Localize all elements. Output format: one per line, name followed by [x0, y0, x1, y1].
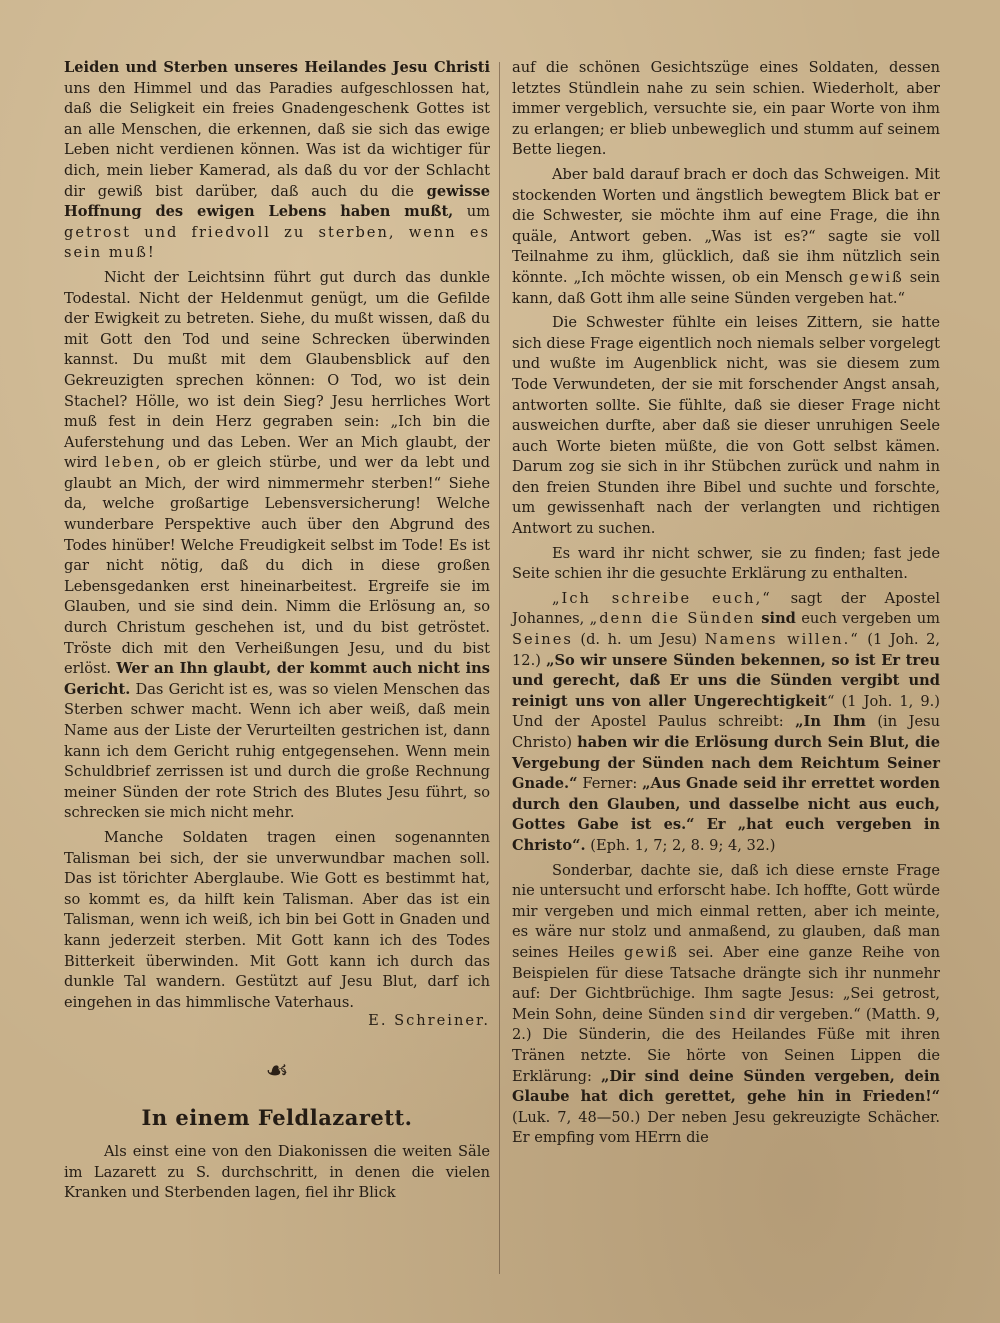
- left-p2-text-2: , ob er gleich stürbe, und wer da lebt und glaubt an Mich, der wird nimmermehr sterben!“ Siehe da, welche großartige Lebensversicherung! Welche wunderbare Perspektive auch über den Abgrund des Todes hinüber! Welche Freudigkeit selbst im Tode! Es ist gar nicht nötig, daß du dich in diese großen Lebensgedanken erst hineinarbeitest. Ergreife sie im Glauben, und sie sind dein. Nimm die Erlösung an, so durch Christum geschehen ist, und du bist getröstet. Tröste dich mit den Verheißungen Jesu, und du bist erlöst.: [64, 454, 490, 678]
- left-p1-spaced: getrost und friedvoll zu sterben, wenn es sein muß!: [64, 223, 490, 262]
- right-p2-text-2: sein kann, daß Gott ihm alle seine Sünden vergeben hat.“: [512, 268, 940, 307]
- left-p1-text-1: uns den Himmel und das Paradies aufgeschlossen hat, daß die Seligkeit ein freies Gnadengeschenk Gottes ist an alle Menschen, die erkennen, daß sie sich das ewige Leben nicht verdienen können. Was ist da wichtiger für dich, mein lieber Kamerad, als daß du vor der Schlacht dir gewiß bist darüber, daß auch du die: [64, 79, 490, 200]
- right-p5-text-4: (1 Joh. 2, 12.): [512, 631, 940, 669]
- right-p2-spaced: gewiß: [848, 268, 904, 286]
- right-p6-text-4: (Luk. 7, 48—50.) Der neben Jesu gekreuzigte Schächer. Er empfing vom HErrn die: [512, 1108, 940, 1147]
- left-p2-text-3: Das Gericht ist es, was so vielen Menschen das Sterben schwer macht. Wenn ich aber weiß, daß mein Name aus der Liste der Verurteilten gestrichen ist, dann kann ich dem Gericht ruhig entgegensehen. Wenn mein Schuldbrief zerrissen ist und durch die große Rechnung meiner Sünden der rote Strich des Blutes Jesu führt, so schrecken sie mich nicht mehr.: [64, 680, 490, 822]
- right-p5-bold-1: sind: [755, 610, 796, 628]
- article-heading: In einem Feldlazarett.: [141, 1104, 413, 1130]
- left-paragraph-2: [64, 268, 490, 824]
- right-p6-text-2: sei. Aber eine ganze Reihe von Beispielen für diese Tatsache drängte sich ihr nunmehr auf: Der Gichtbrüchige. Ihm sagte Jesus: „Sei getrost, Mein Sohn, deine Sünden: [512, 943, 940, 1023]
- right-p5-spaced-4: Namens willen.“: [704, 631, 860, 649]
- right-paragraph-4: Es ward ihr nicht schwer, sie zu finden; fast jede Seite schien ihr die gesuchte Erklärung zu enthalten.: [512, 544, 940, 583]
- author-signature: E. Schreiner.: [368, 1012, 490, 1030]
- left-p1-bold-2: gewisse Hoffnung des ewigen Lebens haben mußt,: [64, 182, 490, 221]
- right-paragraph-1: auf die schönen Gesichtszüge eines Soldaten, dessen letztes Stündlein nahe zu sein schien. Wiederholt, aber immer vergeblich, versuchte sie, ein paar Worte von ihm zu erlangen; er blieb unbeweglich und stumm auf seinem Bette liegen.: [512, 59, 940, 159]
- right-p5-text-2: euch vergeben um: [795, 610, 940, 628]
- right-p6-text-3: dir vergeben.“ (Matth. 9, 2.) Die Sünderin, die des Heilandes Füße mit ihren Tränen netzte. Sie hörte von Seinen Lippen die Erklärung:: [512, 1005, 940, 1085]
- left-p2-text-1: Nicht der Leichtsinn führt gut durch das dunkle Todestal. Nicht der Heldenmut genügt, um die Gefilde der Ewigkeit zu betreten. Siehe, du mußt wissen, daß du mit Gott den Tod und seine Schrecken überwinden kannst. Du mußt mit dem Glaubensblick auf den Gekreuzigten sprechen können: O Tod, wo ist dein Stachel? Hölle, wo ist dein Sieg? Jesu herrliches Wort muß fest in dein Herz gegraben sein: „Ich bin die Auferstehung und das Leben. Wer an Mich glaubt, der wird: [64, 268, 490, 472]
- ornament-icon: ☙: [265, 1055, 289, 1086]
- right-paragraph-6: [512, 861, 940, 1149]
- right-p5-text-3: (d. h. um Jesu): [572, 631, 705, 649]
- left-p2-bold: Wer an Ihn glaubt, der kommt auch nicht ins Gericht.: [64, 660, 491, 698]
- left-p1-bold-1: Leiden und Sterben unseres Heilandes Jesu Christi: [64, 59, 490, 76]
- right-p5-spaced-1: „Ich schreibe euch,“: [552, 589, 772, 607]
- right-p5-spaced-3: Seines: [512, 631, 573, 649]
- right-p5-bold-3: „In Ihm: [795, 713, 866, 731]
- right-p2-text-1: Aber bald darauf brach er doch das Schweigen. Mit stockenden Worten und ängstlich bewegtem Blick bat er die Schwester, sie möchte ihm auf eine Frage, die ihn quäle, Antwort geben. „Was ist es?“ sagte sie voll Teilnahme zu ihm, glücklich, daß sie ihm nützlich sein könnte. „Ich möchte wissen, ob ein Mensch: [512, 165, 940, 286]
- left-p1-text-2: um: [453, 203, 490, 221]
- right-p5-text-1: sagt der Apostel Johannes,: [512, 589, 940, 628]
- left-paragraph-3: [64, 828, 490, 1032]
- left-paragraph-4: Als einst eine von den Diakonissen die weiten Säle im Lazarett zu S. durchschritt, in denen die vielen Kranken und Sterbenden lagen, fiel ihr Blick: [64, 1142, 490, 1202]
- left-paragraph-1: [64, 58, 490, 264]
- left-column: [64, 58, 490, 1208]
- right-p5-bold-2: „So wir unsere Sünden bekennen, so ist Er treu und gerecht, daß Er uns die Sünden vergibt und reinigt uns von aller Ungerechtigkeit: [512, 651, 940, 710]
- left-p3-text: Manche Soldaten tragen einen sogenannten Talisman bei sich, der sie unverwundbar machen soll. Das ist törichter Aberglaube. Wie Gott es bestimmt hat, so kommt es, da hilft kein Talisman. Aber das ist ein Talisman, wenn ich weiß, ich bin bei Gott in Gnaden und kann jederzeit sterben. Mit Gott kann ich des Todes Bitterkeit überwinden. Mit Gott kann ich durch das dunkle Tal wandern. Gestützt auf Jesu Blut, darf ich eingehen in das himmlische Vaterhaus.: [64, 828, 490, 1011]
- right-p5-text-7: Ferner:: [577, 775, 643, 793]
- right-p5-text-6: (in Jesu Christo): [512, 713, 940, 751]
- right-p5-text-8: (Eph. 1, 7; 2, 8. 9; 4, 32.): [585, 836, 776, 854]
- right-paragraph-2: [512, 165, 940, 309]
- right-p5-bold-4: haben wir die Erlösung durch Sein Blut, die Vergebung der Sünden nach dem Reichtum Seiner Gnade.“: [512, 734, 940, 793]
- right-p5-text-5: “ (1 Joh. 1, 9.) Und der Apostel Paulus schreibt:: [512, 692, 940, 731]
- right-paragraph-3: Die Schwester fühlte ein leises Zittern, sie hatte sich diese Frage eigentlich noch niemals selber vorgelegt und wußte im Augenblick nicht, was sie diesem zum Tode Verwundeten, der sie mit forschender Angst ansah, antworten sollte. Sie fühlte, daß sie dieser Frage nicht ausweichen durfte, aber daß sie dieser unruhigen Seele auch Worte bieten müßte, die von Gott selbst kämen. Darum zog sie sich in ihr Stübchen zurück und nahm in den freien Stunden ihre Bibel und suchte und forschte, um gewissenhaft nach der verlangten und richtigen Antwort zu suchen.: [512, 314, 940, 538]
- right-paragraph-5: [512, 589, 940, 857]
- column-divider: [499, 62, 500, 1274]
- right-p5-spaced-2: „denn die Sünden: [589, 610, 756, 628]
- right-p6-spaced-2: sind: [709, 1005, 749, 1023]
- right-p5-bold-5: „Aus Gnade seid ihr errettet worden durch den Glauben, und dasselbe nicht aus euch, Gottes Gabe ist es.“ Er „hat euch vergeben in Christo“.: [512, 775, 940, 854]
- left-p2-spaced-1: leben: [105, 454, 156, 472]
- right-p6-spaced-1: gewiß: [623, 943, 679, 961]
- right-p6-bold: „Dir sind deine Sünden vergeben, dein Glaube hat dich gerettet, gehe hin in Frieden!“: [512, 1067, 940, 1106]
- right-column: [512, 58, 940, 1153]
- right-p6-text-1: Sonderbar, dachte sie, daß ich diese ernste Frage nie untersucht und erforscht habe. Ich hoffte, Gott würde mir vergeben und mich einmal retten, aber ich meinte, es wäre nur stolz und anmaßend, zu glauben, daß man seines Heiles: [512, 861, 940, 961]
